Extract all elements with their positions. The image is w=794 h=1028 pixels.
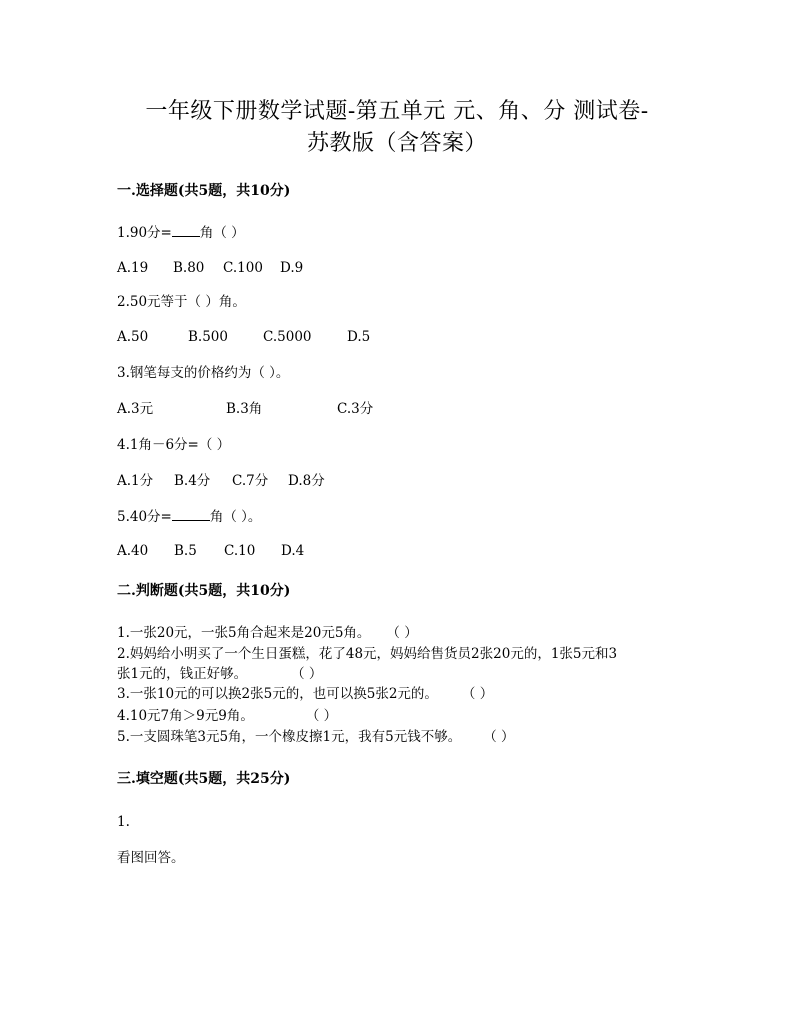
option: C.5000 (263, 329, 312, 345)
section-heading-fill: 三.填空题(共5题，共25分) (117, 771, 291, 787)
answer-blank (172, 222, 200, 237)
choice-options-1 (117, 258, 303, 278)
judge-mark: （ ） (483, 729, 515, 745)
answer-blank (172, 506, 210, 521)
choice-options-4 (117, 471, 325, 491)
doc-title-line2: 苏教版（含答案） (306, 131, 487, 156)
q1-suffix: 角（ ） (199, 225, 245, 241)
judge-mark: （ ） (461, 686, 494, 702)
section-heading-choice: 一.选择题(共5题，共10分) (117, 183, 291, 199)
option: D.5 (347, 329, 371, 345)
judge-text: 张1元的，钱正好够。 (117, 666, 248, 682)
choice-question-3: 3.钢笔每支的价格约为（ ）。 (117, 365, 290, 381)
judge-question-4 (117, 706, 337, 726)
doc-title-line1: 一年级下册数学试题-第五单元 元、角、分 测试卷- (145, 99, 649, 124)
option: A.50 (117, 329, 149, 345)
judge-question-3 (117, 684, 493, 704)
judge-text: 3.一张10元的可以换2张5元的，也可以换5张2元的。 (117, 686, 438, 702)
choice-question-5 (117, 506, 261, 527)
option: A.3元 (117, 401, 154, 417)
choice-question-2: 2.50元等于（ ）角。 (117, 294, 246, 310)
option: C.3分 (337, 401, 374, 417)
choice-question-4: 4.1角－6分=（ ） (117, 437, 231, 453)
choice-options-2 (117, 327, 370, 347)
judge-text: 1.一张20元，一张5角合起来是20元5角。 (117, 625, 371, 641)
judge-text: 4.10元7角＞9元9角。 (117, 708, 254, 724)
judge-question-5 (117, 727, 515, 747)
option: B.3角 (226, 401, 263, 417)
option: B.4分 (174, 473, 211, 489)
option: B.500 (188, 329, 228, 345)
judge-question-1 (117, 623, 418, 643)
q5-prefix: 5.40分= (117, 509, 172, 525)
q1-prefix: 1.90分= (117, 225, 172, 241)
option: D.8分 (288, 473, 325, 489)
judge-mark: （ ） (291, 666, 323, 682)
option: D.9 (280, 260, 304, 276)
option: D.4 (281, 543, 305, 559)
judge-mark: （ ） (305, 708, 338, 724)
option: A.1分 (117, 473, 154, 489)
fill-question-1-number: 1. (117, 814, 130, 830)
q5-suffix: 角（ ）。 (209, 509, 262, 525)
choice-options-5 (117, 541, 304, 561)
option: C.10 (224, 543, 256, 559)
option: B.5 (174, 543, 197, 559)
option: C.7分 (232, 473, 269, 489)
fill-question-1-text: 看图回答。 (117, 850, 185, 866)
choice-options-3 (117, 399, 373, 419)
section-heading-judge: 二.判断题(共5题，共10分) (117, 583, 291, 599)
judge-text: 5.一支圆珠笔3元5角，一个橡皮擦1元，我有5元钱不够。 (117, 729, 462, 745)
judge-mark: （ ） (386, 625, 418, 641)
judge-question-2-line1: 2.妈妈给小明买了一个生日蛋糕，花了48元，妈妈给售货员2张20元的，1张5元和3 (117, 646, 618, 662)
option: A.19 (117, 260, 149, 276)
choice-question-1 (117, 222, 245, 243)
judge-question-2-line2 (117, 664, 322, 684)
option: B.80 (173, 260, 205, 276)
option: C.100 (223, 260, 263, 276)
option: A.40 (117, 543, 149, 559)
